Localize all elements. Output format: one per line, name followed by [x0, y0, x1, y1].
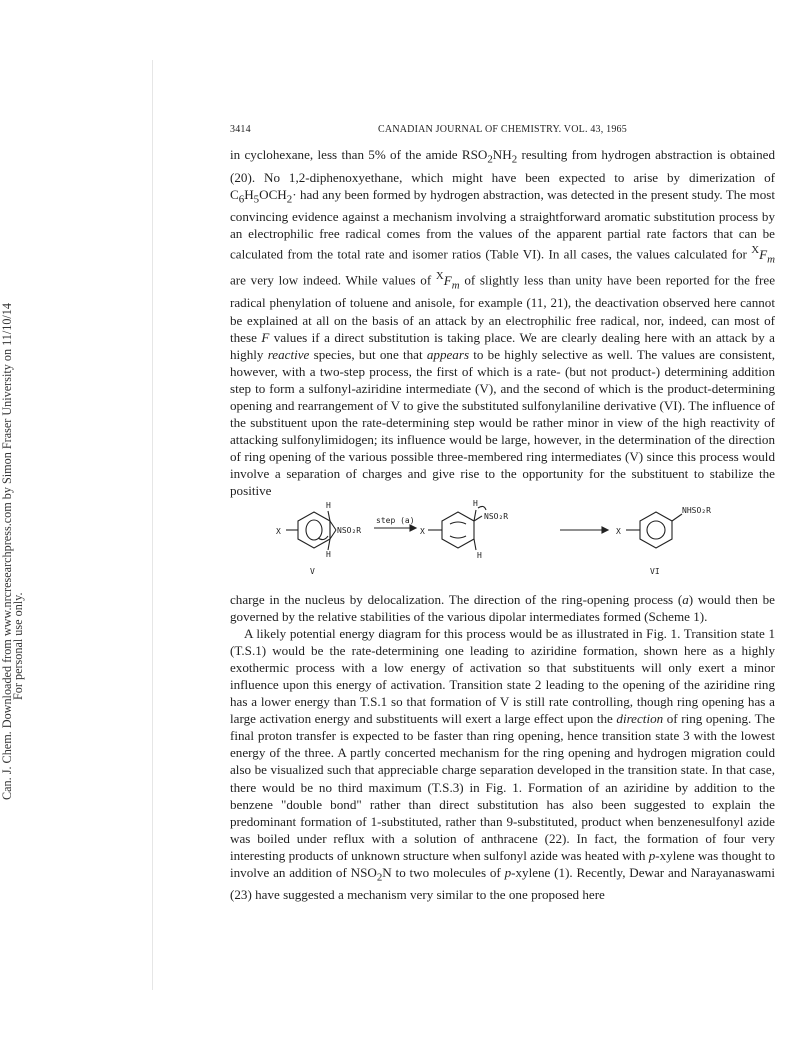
hydrogen-bottom-v: H — [326, 550, 331, 559]
reaction-scheme — [230, 494, 775, 576]
step-a-label: step (a) — [376, 516, 415, 525]
paragraph-2: charge in the nucleus by delocalization. The direction of the ring-opening process (a) would then be governed by the relative stabilities of the various dipolar intermediates formed (Scheme 1). A likely potential energy diagram for this process would be as illustrated in Fig. 1. Transition state 1 (T.S.1) would be the rate-determining one leading to aziridine formation, shown here as a highly exothermic process with a low energy of activation so that substituents will only exert a minor influence upon this energy of activation. Transition state 2 leading to the opening of the aziridine ring has a lower energy than T.S.1 so that formation of V is still rate controlling, though ring opening has a large activation energy and substituents will exert a large effect upon the direction of ring opening. The final proton transfer is expected to be faster than ring opening, hence transition state 3 with the lowest energy of the three. A partly concerted mechanism for the ring opening and hydrogen migration could also be visualized such that appreciable charge separation developed in the transition state. In that case, there would be no third maximum (T.S.3) in Fig. 1. Formation of an aziridine by addition to the benzene "double bond" rather than direct substitution has also been suggested to explain the predominant formation of 1-substituted, rather than 9-substituted, product when benzenesulfonyl azide was boiled under reflux with a solution of anthracene (22). In fact, the formation of four very interesting products of unknown structure when sulfonyl azide was heated with p-xylene was thought to involve an addition of $NSO_2N$ to two molecules of p-xylene (1). Recently, Dewar and Narayanaswami (23) have suggested a mechanism very similar to the one proposed here — [230, 592, 776, 903]
substituent-x-v: X — [276, 527, 281, 536]
running-head: CANADIAN JOURNAL OF CHEMISTRY. VOL. 43, 1965 — [378, 124, 627, 135]
hydrogen-bottom-intermediate: H — [477, 551, 482, 560]
compound-vi-label: VI — [650, 567, 660, 576]
compound-v-label: V — [310, 567, 315, 576]
nhso2r-label-vi: NHSO₂R — [682, 506, 711, 515]
download-notice-line2: For personal use only. — [11, 592, 25, 700]
paragraph-1: in cyclohexane, less than 5% of the amide $RSO_2NH_2$ resulting from hydrogen abstraction is obtained (20). No 1,2-diphenoxyethane, which might have been expected to arise by dimerization of $C_6H_5OCH_2\cdot$ had any been formed by hydrogen abstraction, was detected in the present study. The most convincing evidence against a mechanism involving a straightforward aromatic substitution process by an electrophilic free radical comes from the values of the apparent partial rate factors that can be calculated from the total rate and isomer ratios (Table VI). In all cases, the values calculated for $^XF_m$ are very low indeed. While values of $^XF_m$ of slightly less than unity have been reported for the free radical phenylation of toluene and anisole, for example (11, 21), the deactivation observed here cannot be explained at all on the basis of an attack by an electrophilic free radical, nor, indeed, can most of these F values if a direct substitution is taking place. We are clearly dealing here with an attack by a highly reactive species, but one that appears to be highly selective as well. The values are consistent, however, with a two-step process, the first of which is a rate- (but not product-) determining addition step to form a sulfonyl-aziridine intermediate (V), and the second of which is the product-determining opening and rearrangement of V to give the substituted sulfonylaniline derivative (VI). The influence of the substituent upon the rate-determining step would be rather minor in view of the high reactivity of attacking sulfonylimidogen; its influence would be large, however, in the determination of the direction of ring opening of the various possible three-membered ring intermediates (V) since this process would involve a separation of charges and give rise to the opportunity for the substituent to stabilize the positive — [230, 147, 776, 498]
page-header — [230, 124, 775, 138]
substituent-x-intermediate: X — [420, 527, 425, 536]
benzene-ring-intermediate — [442, 512, 474, 548]
download-notice-line1: Can. J. Chem. Downloaded from www.nrcresearchpress.com by Simon Fraser University on 11/10/14 — [0, 303, 14, 800]
hydrogen-top-intermediate: H — [473, 499, 478, 508]
benzene-ring-v — [298, 512, 330, 548]
download-notice — [2, 300, 24, 800]
hydrogen-top-v: H — [326, 501, 331, 510]
page-number: 3414 — [230, 124, 251, 135]
benzene-ring-vi — [640, 512, 672, 548]
page-margin-line — [152, 60, 153, 990]
nso2r-label-intermediate: NSO₂R — [484, 512, 509, 521]
substituent-x-vi: X — [616, 527, 621, 536]
nso2r-label-v: NSO₂R — [337, 526, 362, 535]
